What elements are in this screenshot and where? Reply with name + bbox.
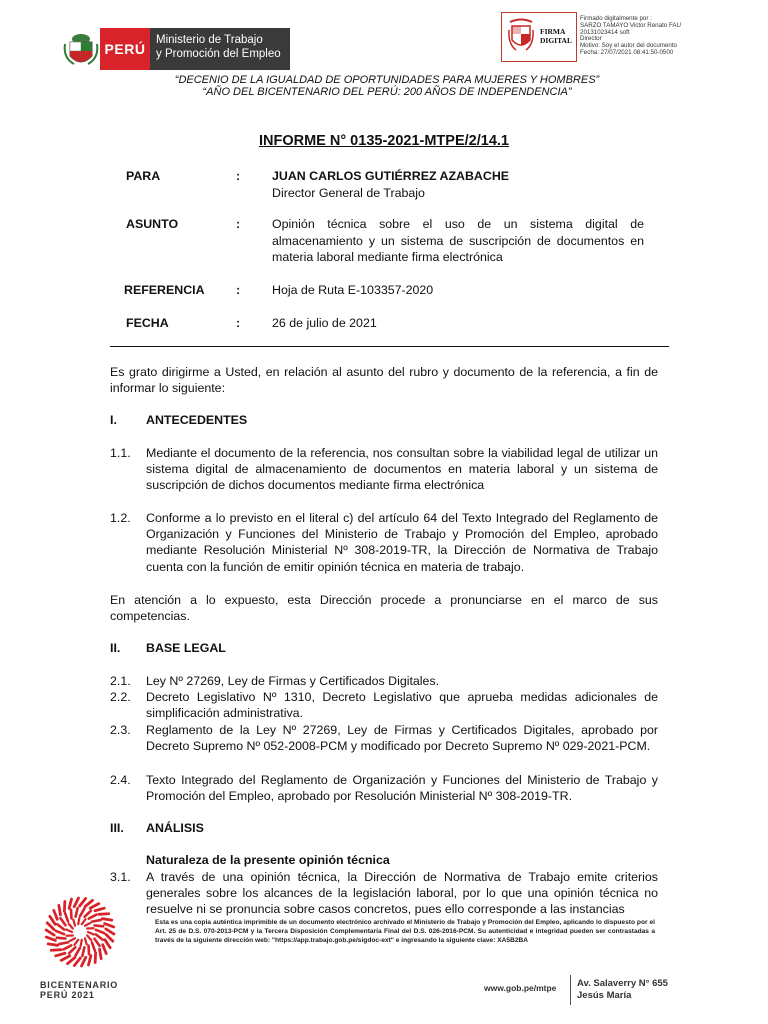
burst-ray — [59, 942, 68, 944]
burst-ray — [81, 957, 85, 966]
ministry-logo — [100, 28, 290, 70]
burst-ray — [95, 908, 104, 911]
burst-ray — [78, 918, 79, 924]
burst-ray — [66, 929, 72, 932]
burst-ray — [96, 930, 104, 933]
burst-ray — [54, 910, 58, 919]
asunto-value: Opinión técnica sobre el uso de un sistema digital de almacenamiento y un sistema de suscripción de documentos en materia laboral mediante firma electrónica — [272, 217, 644, 264]
burst-ray — [76, 948, 80, 956]
footer-divider — [570, 975, 571, 1005]
digital-signature-stamp — [501, 12, 577, 62]
peru-logo-text: PERÚ — [100, 28, 150, 70]
burst-ray — [47, 923, 54, 930]
burst-ray — [85, 923, 91, 926]
burst-ray — [87, 935, 91, 940]
para-label: PARA — [126, 169, 161, 183]
burst-ray — [57, 924, 64, 929]
burst-ray — [89, 956, 91, 965]
burst-ray — [63, 945, 71, 949]
document-header — [0, 0, 768, 110]
burst-ray — [88, 932, 94, 935]
burst-ray — [80, 898, 86, 906]
burst-ray — [82, 919, 86, 924]
burst-ray — [60, 918, 65, 925]
signature-label: FIRMA DIGITAL — [540, 27, 572, 45]
burst-ray — [105, 924, 114, 927]
burst-ray — [80, 908, 84, 916]
burst-ray — [69, 899, 71, 908]
burst-ray — [82, 947, 84, 956]
burst-ray — [59, 905, 61, 914]
burst-ray — [85, 938, 87, 944]
burst-ray — [56, 931, 64, 934]
official-mottos — [0, 74, 768, 98]
colon: : — [236, 169, 241, 183]
burst-ray — [106, 929, 114, 934]
peru-coat-of-arms-icon — [62, 30, 100, 70]
burst-ray — [46, 937, 55, 940]
list-item-3-1: 3.1. A través de una opinión técnica, la Dirección de Normativa de Trabajo emite criterios generales sobre los alcances de la legislación laboral, por lo que una opinión técnica no resuelve ni se pronuncia sobre casos concretos, pues ello corresponde a las instancias — [110, 870, 658, 917]
colon: : — [236, 316, 241, 330]
burst-ray — [74, 958, 80, 966]
burst-ray — [65, 913, 68, 921]
colon: : — [236, 217, 241, 231]
burst-ray — [105, 940, 110, 948]
burst-ray — [85, 911, 91, 917]
referencia-value: Hoja de Ruta E-103357-2020 — [272, 283, 434, 297]
signature-shield-icon — [506, 16, 536, 58]
ministry-line-1: Ministerio de Trabajo — [156, 34, 263, 46]
referencia-label: REFERENCIA — [124, 283, 205, 297]
burst-ray — [56, 953, 65, 956]
header-divider — [110, 346, 669, 347]
burst-ray — [106, 934, 113, 941]
burst-ray — [81, 940, 82, 946]
burst-ray — [95, 925, 104, 926]
burst-ray — [96, 934, 103, 939]
burst-ray — [102, 919, 112, 920]
burst-ray — [95, 939, 100, 946]
burst-ray — [50, 916, 55, 924]
colon: : — [236, 283, 241, 297]
burst-ray — [76, 908, 78, 917]
burst-ray — [57, 938, 66, 939]
para-role: Director General de Trabajo — [272, 185, 425, 200]
fecha-label: FECHA — [126, 316, 169, 330]
burst-ray — [99, 914, 109, 915]
burst-ray — [46, 930, 54, 935]
burst-ray — [92, 920, 101, 922]
para-name: JUAN CARLOS GUTIÉRREZ AZABACHE — [272, 169, 510, 183]
signature-info: Firmado digitalmente por : SARZO TAMAYO Victor Renato FAU 20131023414 soft Director Motivo: Soy el autor del documento Fecha: 27/07/2021 08:41:50-0500 — [580, 15, 681, 56]
ministry-line-2: y Promoción del Empleo — [156, 48, 281, 60]
intro-paragraph: Es grato dirigirme a Usted, en relación al asunto del rubro y documento de la referencia, a fin de informar lo siguiente: — [110, 365, 658, 396]
burst-ray — [103, 945, 107, 954]
burst-ray — [74, 898, 78, 907]
burst-ray — [51, 950, 61, 951]
subheading-naturaleza: Naturaleza de la presente opinión técnica — [146, 853, 390, 867]
ministry-name — [150, 28, 290, 70]
motto-line-2: “AÑO DEL BICENTENARIO DEL PERÚ: 200 AÑOS DE INDEPENDENCIA” — [202, 86, 572, 98]
motto-line-1: “DECENIO DE LA IGUALDAD DE OPORTUNIDADES PARA MUJERES Y HOMBRES” — [174, 74, 600, 86]
burst-ray — [92, 943, 95, 951]
burst-ray — [61, 956, 70, 960]
burst-ray — [100, 949, 102, 958]
burst-ray — [85, 900, 92, 906]
burst-ray — [48, 944, 58, 945]
burst-ray — [73, 920, 75, 926]
burst-ray — [68, 958, 75, 964]
burst-ray — [69, 938, 75, 941]
document-title: INFORME N° 0135-2021-MTPE/2/14.1 — [259, 133, 509, 149]
bicentenario-label: BICENTENARIO PERÚ 2021 — [40, 980, 119, 1000]
website-link[interactable]: www.gob.pe/mtpe — [484, 983, 557, 993]
burst-ray — [69, 947, 75, 953]
authenticity-footnote: Esta es una copia auténtica imprimible de un documento electrónico archivado el Ministerio de Trabajo y Promoción del Empleo, aplicando lo dispuesto por el Art. 25 de D.S. 070-2013-PCM y la Tercera Disposición Complementaria Final del D.S. 026-2016-PCM. Su autenticidad e integridad pueden ser contrastadas a través de la siguiente dirección web: "https://app.trabajo.gob.pe/sigdoc-ext" e ingresando la siguiente clave: XA5B2BA — [155, 919, 655, 944]
attention-paragraph: En atención a lo expuesto, esta Dirección procede a pronunciarse en el marco de sus competencias. — [110, 593, 658, 624]
burst-ray — [74, 940, 78, 945]
burst-ray — [90, 904, 99, 908]
ministry-address: Av. Salaverry N° 655 Jesús María — [577, 978, 668, 1001]
asunto-label: ASUNTO — [126, 217, 179, 231]
fecha-value: 26 de julio de 2021 — [272, 316, 377, 330]
burst-ray — [69, 924, 73, 929]
burst-ray — [89, 915, 97, 919]
